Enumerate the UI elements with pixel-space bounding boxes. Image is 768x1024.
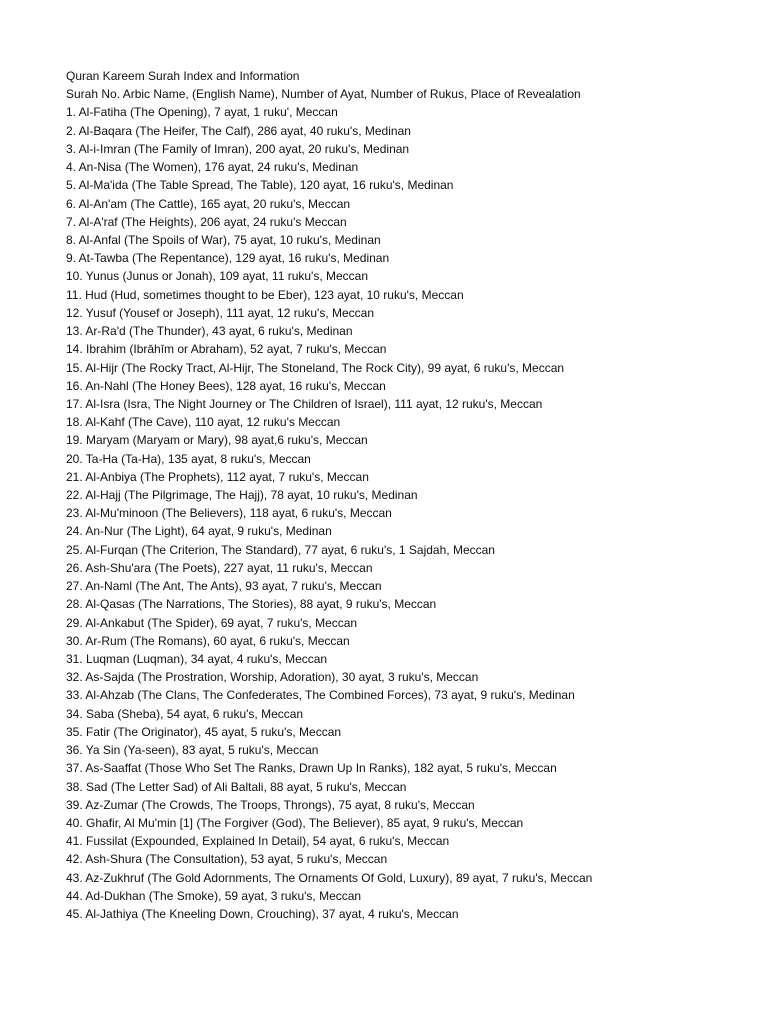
surah-entry: 41. Fussilat (Expounded, Explained In Detail), 54 ayat, 6 ruku's, Meccan	[66, 834, 450, 849]
surah-entry: 17. Al-Isra (Isra, The Night Journey or The Children of Israel), 111 ayat, 12 ruku's, Meccan	[66, 396, 543, 411]
surah-entry: 35. Fatir (The Originator), 45 ayat, 5 ruku's, Meccan	[66, 724, 342, 739]
surah-entry: 3. Al-i-Imran (The Family of Imran), 200 ayat, 20 ruku's, Medinan	[66, 141, 410, 156]
surah-entry: 22. Al-Hajj (The Pilgrimage, The Hajj), 78 ayat, 10 ruku's, Medinan	[66, 488, 418, 503]
document-page	[66, 67, 756, 923]
surah-entry: 18. Al-Kahf (The Cave), 110 ayat, 12 ruku's Meccan	[66, 415, 341, 430]
surah-entry: 15. Al-Hijr (The Rocky Tract, Al-Hijr, The Stoneland, The Rock City), 99 ayat, 6 ruku's, Meccan	[66, 360, 565, 375]
surah-entry: 7. Al-A'raf (The Heights), 206 ayat, 24 ruku's Meccan	[66, 214, 347, 229]
surah-entry: 36. Ya Sin (Ya-seen), 83 ayat, 5 ruku's, Meccan	[66, 743, 319, 758]
surah-entry: 23. Al-Mu'minoon (The Believers), 118 ayat, 6 ruku's, Meccan	[66, 506, 392, 521]
surah-entry: 1. Al-Fatiha (The Opening), 7 ayat, 1 ruku', Meccan	[66, 105, 338, 120]
surah-entry: 8. Al-Anfal (The Spoils of War), 75 ayat, 10 ruku's, Medinan	[66, 232, 381, 247]
surah-entry: 10. Yunus (Junus or Jonah), 109 ayat, 11 ruku's, Meccan	[66, 269, 369, 284]
surah-entry: 2. Al-Baqara (The Heifer, The Calf), 286 ayat, 40 ruku's, Medinan	[66, 123, 411, 138]
column-header: Surah No. Arbic Name, (English Name), Number of Ayat, Number of Rukus, Place of Revealation	[66, 87, 581, 102]
surah-entry: 44. Ad-Dukhan (The Smoke), 59 ayat, 3 ruku's, Meccan	[66, 888, 362, 903]
surah-entry: 39. Az-Zumar (The Crowds, The Troops, Throngs), 75 ayat, 8 ruku's, Meccan	[66, 797, 475, 812]
surah-entry: 9. At-Tawba (The Repentance), 129 ayat, 16 ruku's, Medinan	[66, 251, 390, 266]
surah-entry: 21. Al-Anbiya (The Prophets), 112 ayat, 7 ruku's, Meccan	[66, 469, 369, 484]
surah-entry: 25. Al-Furqan (The Criterion, The Standard), 77 ayat, 6 ruku's, 1 Sajdah, Meccan	[66, 542, 495, 557]
surah-entry: 24. An-Nur (The Light), 64 ayat, 9 ruku's, Medinan	[66, 524, 332, 539]
surah-entry: 31. Luqman (Luqman), 34 ayat, 4 ruku's, Meccan	[66, 652, 328, 666]
surah-entry: 42. Ash-Shura (The Consultation), 53 ayat, 5 ruku's, Meccan	[66, 852, 388, 867]
surah-entry: 30. Ar-Rum (The Romans), 60 ayat, 6 ruku's, Meccan	[66, 633, 350, 648]
surah-entry: 32. As-Sajda (The Prostration, Worship, Adoration), 30 ayat, 3 ruku's, Meccan	[66, 670, 479, 685]
surah-entry: 37. As-Saaffat (Those Who Set The Ranks, Drawn Up In Ranks), 182 ayat, 5 ruku's, Meccan	[66, 761, 557, 776]
surah-entry: 29. Al-Ankabut (The Spider), 69 ayat, 7 ruku's, Meccan	[66, 615, 358, 630]
surah-entry: 13. Ar-Ra'd (The Thunder), 43 ayat, 6 ruku's, Medinan	[66, 324, 353, 339]
surah-entry: 38. Sad (The Letter Sad) of Ali Baltali, 88 ayat, 5 ruku's, Meccan	[66, 779, 407, 794]
surah-entry: 27. An-Naml (The Ant, The Ants), 93 ayat, 7 ruku's, Meccan	[66, 579, 382, 594]
surah-entry: 43. Az-Zukhruf (The Gold Adornments, The Ornaments Of Gold, Luxury), 89 ayat, 7 ruku's, Meccan	[66, 870, 593, 885]
surah-entry: 12. Yusuf (Yousef or Joseph), 111 ayat, 12 ruku's, Meccan	[66, 305, 375, 320]
document-title: Quran Kareem Surah Index and Information	[66, 69, 300, 83]
surah-entry: 40. Ghafir, Al Mu'min [1] (The Forgiver (God), The Believer), 85 ayat, 9 ruku's, Meccan	[66, 815, 524, 830]
surah-entry: 5. Al-Ma'ida (The Table Spread, The Table), 120 ayat, 16 ruku's, Medinan	[66, 178, 454, 193]
surah-entry: 34. Saba (Sheba), 54 ayat, 6 ruku's, Meccan	[66, 706, 304, 721]
surah-entry: 16. An-Nahl (The Honey Bees), 128 ayat, 16 ruku's, Meccan	[66, 378, 386, 393]
surah-entry: 11. Hud (Hud, sometimes thought to be Eber), 123 ayat, 10 ruku's, Meccan	[66, 287, 464, 302]
surah-entry: 28. Al-Qasas (The Narrations, The Stories), 88 ayat, 9 ruku's, Meccan	[66, 597, 437, 612]
surah-entry: 26. Ash-Shu'ara (The Poets), 227 ayat, 11 ruku's, Meccan	[66, 560, 373, 575]
surah-entry: 45. Al-Jathiya (The Kneeling Down, Crouching), 37 ayat, 4 ruku's, Meccan	[66, 907, 459, 922]
surah-entry: 20. Ta-Ha (Ta-Ha), 135 ayat, 8 ruku's, Meccan	[66, 451, 311, 466]
surah-entry: 19. Maryam (Maryam or Mary), 98 ayat,6 ruku's, Meccan	[66, 433, 368, 448]
surah-entry: 33. Al-Ahzab (The Clans, The Confederates, The Combined Forces), 73 ayat, 9 ruku's, Medinan	[66, 688, 575, 703]
surah-entry: 4. An-Nisa (The Women), 176 ayat, 24 ruku's, Medinan	[66, 160, 359, 175]
surah-list	[66, 103, 756, 923]
surah-entry: 6. Al-An'am (The Cattle), 165 ayat, 20 ruku's, Meccan	[66, 196, 351, 211]
surah-entry: 14. Ibrahim (Ibrāhīm or Abraham), 52 ayat, 7 ruku's, Meccan	[66, 342, 387, 357]
